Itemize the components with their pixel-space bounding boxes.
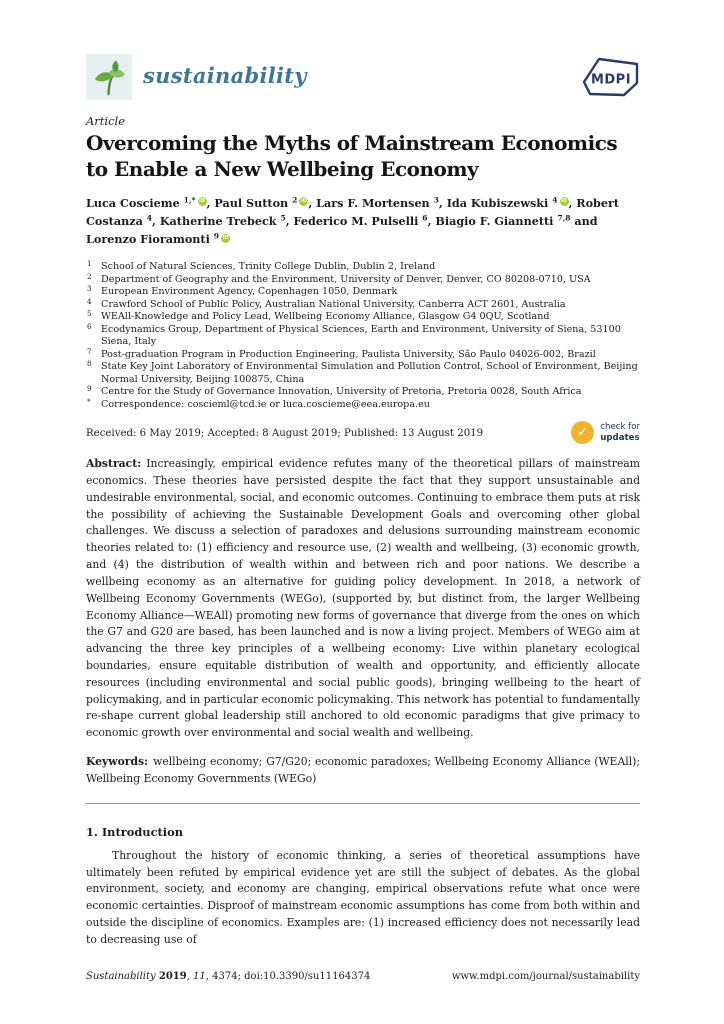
received-row <box>86 421 640 444</box>
affiliation-row <box>86 361 640 386</box>
author-affiliation-sup: 4 <box>146 213 153 223</box>
affiliation-text: Ecodynamics Group, Department of Physical Sciences, Earth and Environment, University of Siena, 53100 Siena, Italy <box>101 323 621 348</box>
citation-segment: , 4374; doi:10.3390/su11164374 <box>205 971 371 982</box>
check-for-updates-badge[interactable] <box>571 421 640 444</box>
affiliation-row <box>86 386 640 398</box>
affiliation-row <box>86 396 640 411</box>
affiliation-sup: 4 <box>87 296 92 306</box>
affiliation-row <box>86 311 640 323</box>
affiliation-sup: 3 <box>87 284 92 294</box>
author-name: Robert Costanza <box>86 196 620 229</box>
check-for-updates-label <box>600 422 640 442</box>
affiliation-text: State Key Joint Laboratory of Environmental Simulation and Pollution Control, School of Environment, Beijing Normal University, Beijing 100875, China <box>101 361 638 385</box>
author-name: Federico M. Pulselli <box>293 214 419 229</box>
author-affiliation-sup: 1,* <box>183 195 196 205</box>
journal-logo <box>86 54 307 100</box>
affiliation-row <box>86 296 640 311</box>
keywords-label: Keywords: <box>86 755 149 769</box>
affiliation-sup: 6 <box>87 321 92 331</box>
orcid-icon[interactable]: iD <box>561 198 567 205</box>
affiliation-sup: 8 <box>87 359 92 369</box>
keywords <box>86 754 640 788</box>
affiliation-row <box>86 321 640 349</box>
dates-line: Received: 6 May 2019; Accepted: 8 August 2019; Published: 13 August 2019 <box>86 428 484 440</box>
sustainability-leaf-icon <box>86 54 132 100</box>
citation-segment: 2019 <box>158 971 187 982</box>
affiliation-text: Department of Geography and the Environment, University of Denver, Denver, CO 80208-0710, USA <box>101 273 591 285</box>
author-list: Luca Coscieme $^{1,*}$ iD , Paul Sutton $^2$ iD , Lars F. Mortensen $^3$, Ida Kubiszewski $^4$ iD , Robert Costanza $^4$, Katherine Trebeck $^5$, Federico M. Pulselli $^6$, Biagio F. Giannetti $^{7,8}$ and Lorenzo Fioramonti $^9$ iD <box>86 195 620 247</box>
affiliation-sup: * <box>87 396 91 406</box>
affiliation-text: Centre for the Study of Governance Innovation, University of Pretoria, Pretoria 0028, South Africa <box>101 386 582 398</box>
affiliation-text: European Environment Agency, Copenhagen 1050, Denmark <box>101 286 398 298</box>
keywords-text: wellbeing economy; G7/G20; economic paradoxes; Wellbeing Economy Alliance (WEAll); Wellbeing Economy Governments (WEGo) <box>86 755 640 785</box>
author-affiliation-sup: 6 <box>422 213 428 223</box>
citation-segment: 11 <box>193 971 206 982</box>
affiliation-row <box>86 271 640 286</box>
author-name: Luca Coscieme <box>86 196 180 210</box>
affiliation-sup: 2 <box>87 271 92 281</box>
affiliation-sup: 7 <box>87 346 92 356</box>
affiliation-text: Crawford School of Public Policy, Australian National University, Canberra ACT 2601, Australia <box>101 298 566 310</box>
affiliation-list <box>86 261 640 411</box>
article-title: Overcoming the Myths of Mainstream Economics to Enable a New Wellbeing Economy <box>86 131 618 181</box>
orcid-icon[interactable]: iD <box>199 198 206 205</box>
author-name: Lorenzo Fioramonti <box>86 232 210 247</box>
author-affiliation-sup: 2 <box>292 195 298 205</box>
masthead <box>86 54 640 102</box>
orcid-icon[interactable]: iD <box>300 198 307 205</box>
section-heading: 1. Introduction <box>86 824 183 839</box>
author-affiliation-sup: 5 <box>280 213 286 223</box>
abstract-text: Increasingly, empirical evidence refutes many of the theoretical pillars of mainstream economics. These theories have persisted despite the fact that they support unsustainable and undesirable environmental, social, and economic outcomes. Continuing to embrace them puts at risk the possibility of achieving the Sustainable Development Goals and overcoming other global challenges. We discuss a selection of paradoxes and delusions surrounding mainstream economic theories related to: (1) efficiency and resource use, (2) wealth and wellbeing, (3) economic growth, and (4) the distribution of wealth within and between rich and poor nations. We describe a wellbeing economy as an alternative for guiding policy development. In 2018, a network of Wellbeing Economy Governments (WEGo), (supported by, but distinct from, the larger Wellbeing Economy Alliance—WEAll) promoting new forms of governance that diverge from the ones on which the G7 and G20 are based, has been launched and is now a living project. Members of WEGo aim at advancing the three key principles of a wellbeing economy: Live within planetary ecological boundaries, ensure equitable distribution of wealth and opportunity, and efficiently allocate resources (including environmental and social public goods), bringing wellbeing to the heart of policymaking, and in particular economic policymaking. This network has potential to fundamentally re-shape current global leadership still anchored to old economic paradigms that give primacy to economic growth over environmental and social wealth and wellbeing. <box>86 457 641 740</box>
author-name: Biagio F. Giannetti <box>435 214 554 229</box>
affiliation-sup: 5 <box>87 309 92 319</box>
author-name: Lars F. Mortensen <box>316 196 430 210</box>
intro-paragraph: Throughout the history of economic thinking, a series of theoretical assumptions have ultimately been refuted by empirical evidence yet are still the subject of debates. As the global environment, society, and economy are changing, empirical observations refute what once were economic certainties. Disproof of mainstream economic assumptions has come from both within and outside the discipline of economics. Examples are: (1) increased efficiency does not necessarily lead to decreasing use of <box>86 848 640 946</box>
affiliation-text: Correspondence: coscieml@tcd.ie or luca.coscieme@eea.europa.eu <box>101 398 430 410</box>
affiliation-text: Post-graduation Program in Production Engineering, Paulista University, São Paulo 04026-002, Brazil <box>101 348 596 360</box>
citation-segment: Sustainability <box>86 971 156 982</box>
section-divider <box>86 803 640 804</box>
citation-segment: , <box>186 971 194 982</box>
author-affiliation-sup: 4 <box>552 195 558 205</box>
author-name: Katherine Trebeck <box>159 214 277 229</box>
mdpi-logo-text: MDPI <box>590 72 632 88</box>
author-affiliation-sup: 9 <box>213 231 220 241</box>
journal-name: sustainability <box>143 62 307 88</box>
footer-citation <box>86 971 370 982</box>
author-affiliation-sup: 7,8 <box>557 213 571 223</box>
journal-url[interactable]: www.mdpi.com/journal/sustainability <box>451 971 640 982</box>
author-name: Ida Kubiszewski <box>446 196 549 210</box>
badge-line1: check for <box>600 422 640 433</box>
affiliation-row <box>86 261 640 273</box>
orcid-icon[interactable]: iD <box>222 234 229 241</box>
affiliation-text: School of Natural Sciences, Trinity College Dublin, Dublin 2, Ireland <box>101 261 436 273</box>
author-affiliation-sup: 3 <box>433 195 439 205</box>
page-footer <box>86 971 640 982</box>
mdpi-logo <box>582 56 640 102</box>
author-name: Paul Sutton <box>214 196 289 210</box>
badge-line2: updates <box>600 432 640 443</box>
affiliation-sup: 9 <box>87 384 92 394</box>
article-type-label: Article <box>86 114 126 128</box>
affiliation-row <box>86 286 640 298</box>
affiliation-text: WEAll-Knowledge and Policy Lead, Wellbeing Economy Alliance, Glasgow G4 0QU, Scotland <box>101 311 550 323</box>
affiliation-sup: 1 <box>87 259 92 269</box>
check-icon: ✓ <box>571 421 594 444</box>
affiliation-row <box>86 346 640 361</box>
abstract <box>86 456 640 742</box>
abstract-label: Abstract: <box>86 457 142 471</box>
